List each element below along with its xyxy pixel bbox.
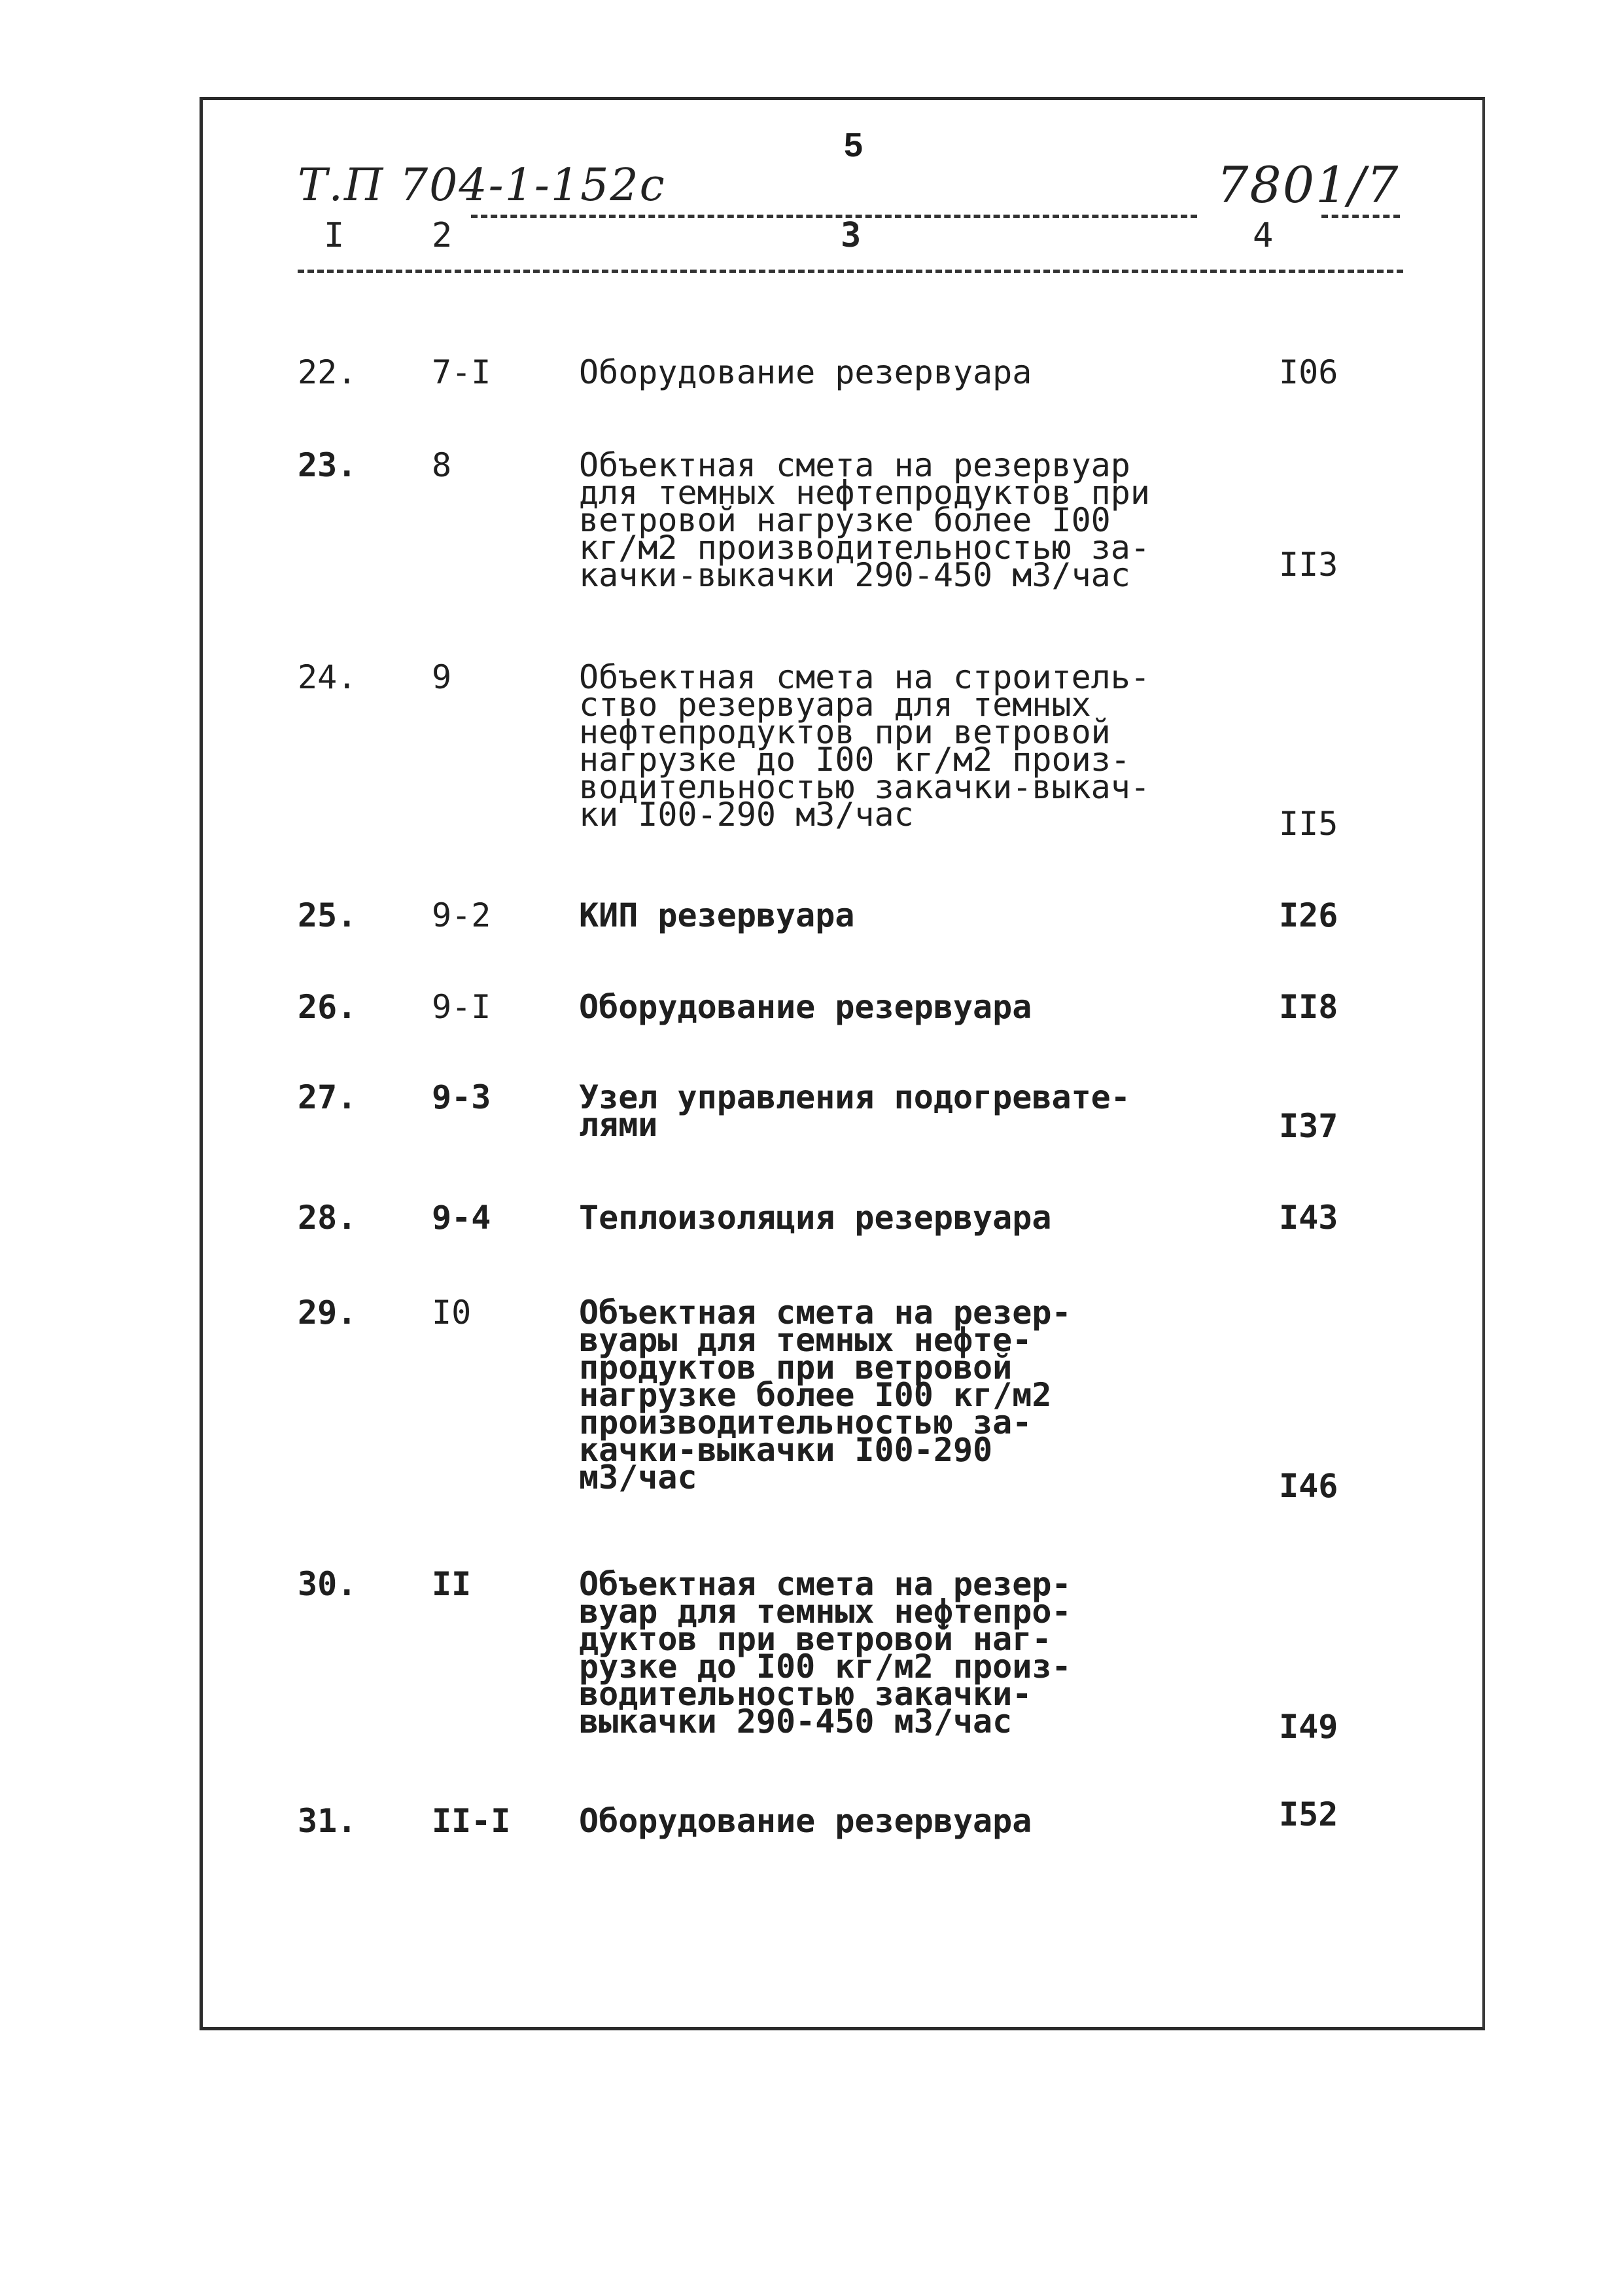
row-title: Объектная смета на резер- вуар для темных нефтепро- дуктов при ветровой наг- рузке до I00 кг/м2 произ- водительностью закачки- выкачки 290-450 м3/час xyxy=(579,1565,1072,1740)
row-page: II3 xyxy=(1279,546,1338,584)
row-number: 31. xyxy=(298,1802,357,1840)
column-header-rule xyxy=(298,270,1403,273)
column-header-4: 4 xyxy=(1253,216,1274,255)
row-number: 27. xyxy=(298,1078,357,1116)
row-page: II5 xyxy=(1279,805,1338,843)
row-page: I46 xyxy=(1279,1467,1338,1505)
row-section: I0 xyxy=(432,1294,472,1332)
row-section: 9-4 xyxy=(432,1199,491,1237)
row-page: I43 xyxy=(1279,1199,1338,1237)
row-number: 22. xyxy=(298,353,357,391)
column-header-3: 3 xyxy=(841,216,862,255)
row-section: II-I xyxy=(432,1802,511,1840)
document-code: Т.П 704-1-152с xyxy=(298,160,666,211)
row-number: 25. xyxy=(298,896,357,934)
row-section: II xyxy=(432,1565,472,1603)
row-number: 28. xyxy=(298,1199,357,1237)
page-number: 5 xyxy=(844,126,863,164)
inventory-number: 7801/7 xyxy=(1217,156,1400,214)
row-number: 26. xyxy=(298,988,357,1026)
row-section: 9-3 xyxy=(432,1078,491,1116)
row-title: КИП резервуара xyxy=(579,896,855,934)
row-section: 9 xyxy=(432,658,452,696)
row-title: Объектная смета на резер- вуары для темных нефте- продуктов при ветровой нагрузке более I00 кг/м2 производительностью за- качки-выкачки I00-290 м3/час xyxy=(579,1294,1072,1496)
row-number: 30. xyxy=(298,1565,357,1603)
row-section: 7-I xyxy=(432,353,491,391)
row-page: I52 xyxy=(1279,1795,1338,1833)
row-page: I06 xyxy=(1279,353,1338,391)
row-section: 9-2 xyxy=(432,896,491,934)
row-title: Узел управления подогревате- лями xyxy=(579,1078,1130,1144)
column-header-1: I xyxy=(324,216,345,255)
row-title: Оборудование резервуара xyxy=(579,353,1032,391)
row-number: 23. xyxy=(298,446,357,484)
row-title: Теплоизоляция резервуара xyxy=(579,1199,1052,1237)
column-header-2: 2 xyxy=(432,216,453,255)
row-page: I49 xyxy=(1279,1708,1338,1746)
row-title: Оборудование резервуара xyxy=(579,988,1032,1026)
row-page: I37 xyxy=(1279,1107,1338,1145)
row-number: 24. xyxy=(298,658,357,696)
row-page: I26 xyxy=(1279,896,1338,934)
row-number: 29. xyxy=(298,1294,357,1332)
row-section: 8 xyxy=(432,446,452,484)
row-title: Оборудование резервуара xyxy=(579,1802,1032,1840)
row-title: Объектная смета на строитель- ство резервуара для темных нефтепродуктов при ветровой нагрузке до I00 кг/м2 произ- водительностью закачки-выкач- ки I00-290 м3/час xyxy=(579,658,1150,834)
row-page: II8 xyxy=(1279,988,1338,1026)
row-section: 9-I xyxy=(432,988,491,1026)
row-title: Объектная смета на резервуар для темных нефтепродуктов при ветровой нагрузке более I00 кг/м2 производительностью за- качки-выкачки 290-450 м3/час xyxy=(579,446,1150,594)
header-dash-line-right xyxy=(1321,215,1400,218)
header-dash-line xyxy=(471,215,1197,218)
